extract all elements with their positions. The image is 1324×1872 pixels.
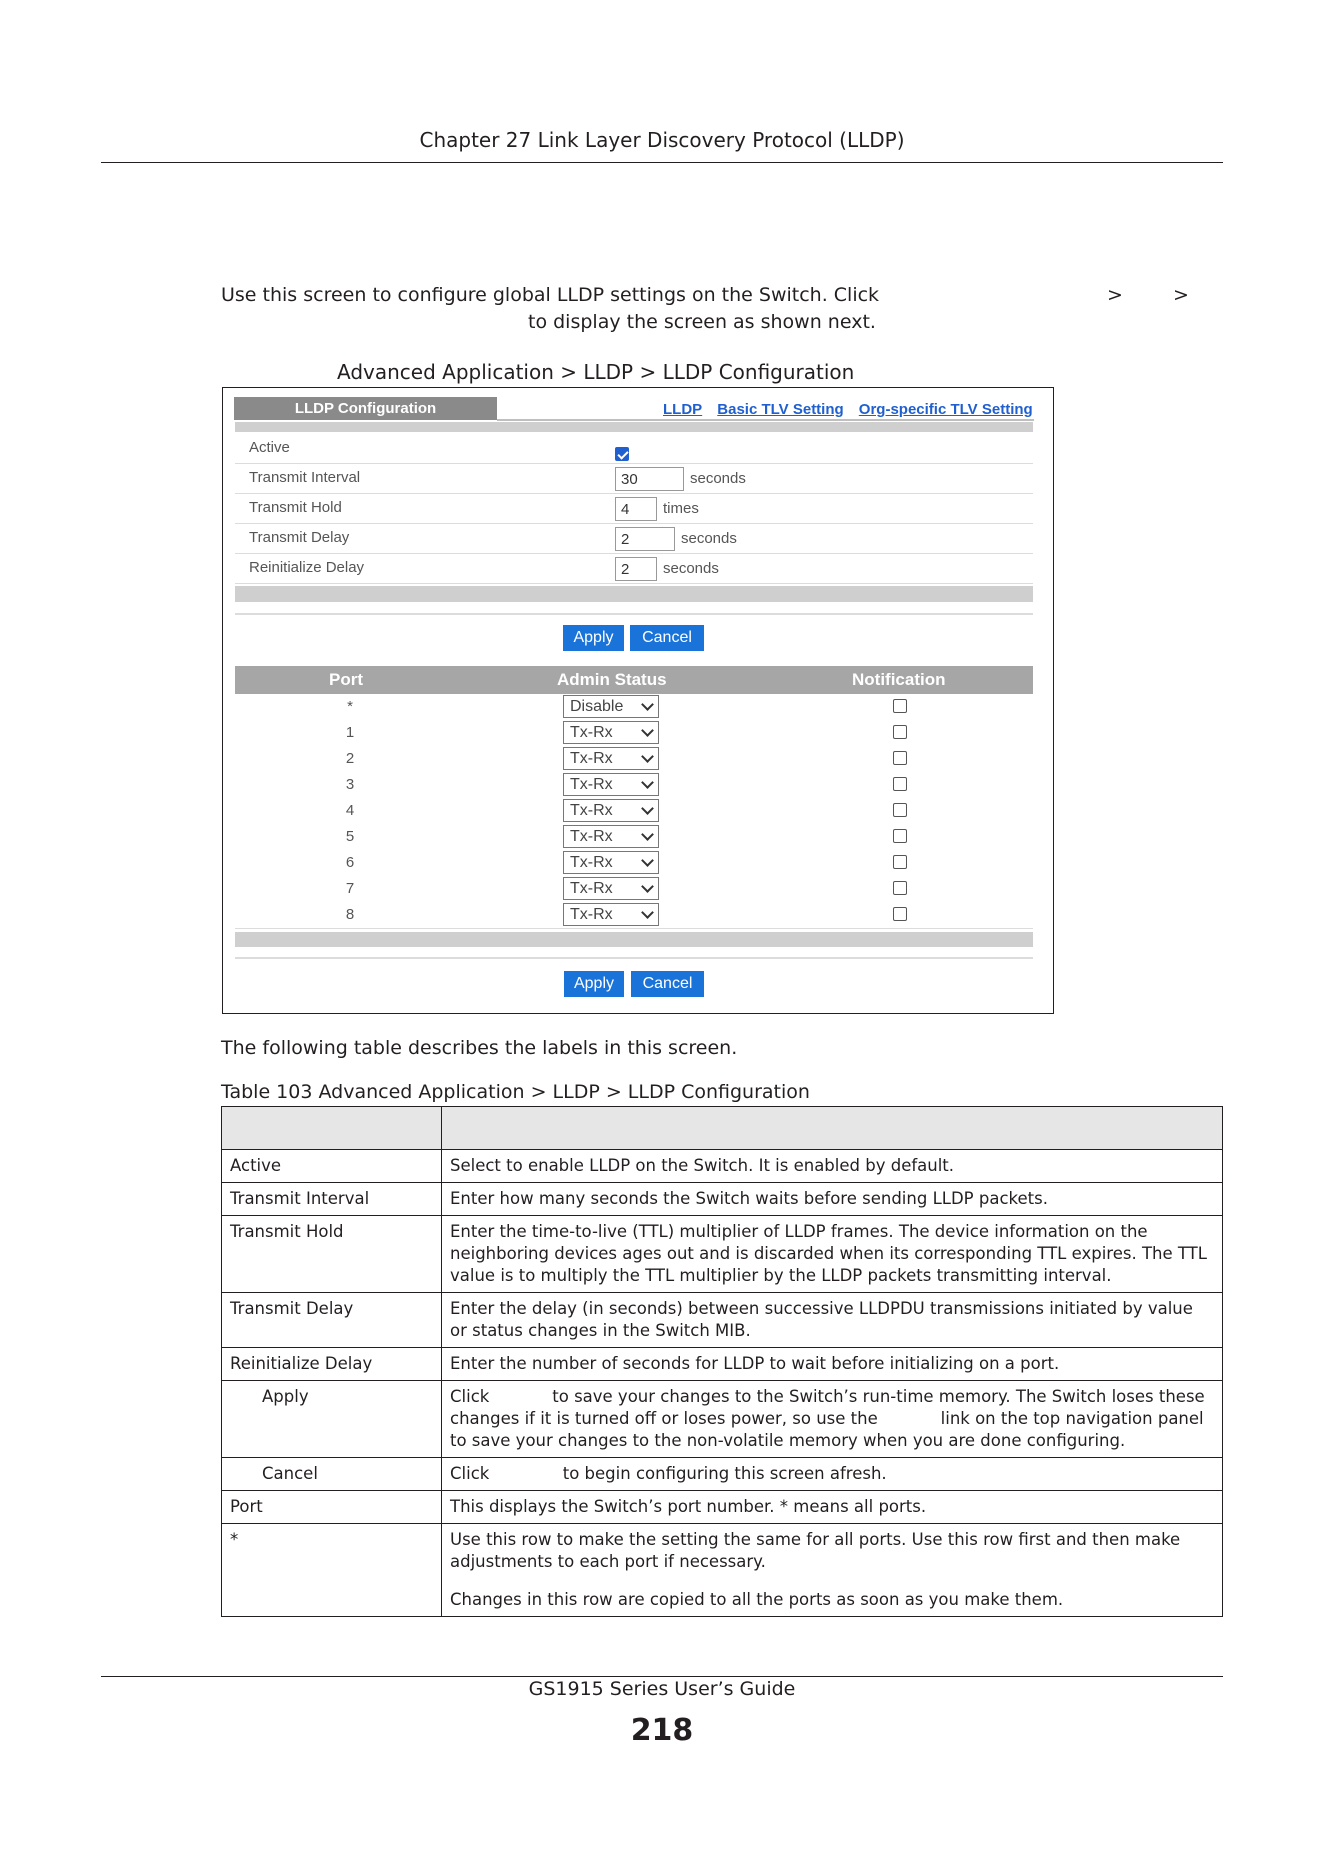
port-number: 4 <box>345 802 355 819</box>
table-row <box>235 746 1033 773</box>
port-number: 3 <box>345 776 355 793</box>
table-row <box>222 1348 1223 1381</box>
chevron-down-icon <box>641 880 654 893</box>
description-cell: Enter the delay (in seconds) between successive LLDPDU transmissions initiated by value or status changes in the Switch MIB. <box>442 1293 1223 1348</box>
label-cell: Reinitialize Delay <box>222 1348 442 1381</box>
notification-checkbox[interactable] <box>893 907 907 921</box>
notification-checkbox[interactable] <box>893 751 907 765</box>
port-number: 8 <box>345 906 355 923</box>
admin-status-select[interactable] <box>563 799 659 822</box>
table-bottom-bar <box>235 932 1033 947</box>
table-header-row <box>222 1107 1223 1150</box>
description-cell: Select to enable LLDP on the Switch. It is enabled by default. <box>442 1150 1223 1183</box>
intro-gt-2: > <box>1173 284 1189 306</box>
label-cell: Active <box>222 1150 442 1183</box>
divider <box>235 957 1033 959</box>
admin-status-select[interactable] <box>563 903 659 926</box>
notification-checkbox[interactable] <box>893 777 907 791</box>
transmit-hold-label: Transmit Hold <box>249 499 342 516</box>
intro-line-1: Use this screen to configure global LLDP settings on the Switch. Click <box>221 284 880 306</box>
link-org-specific-tlv-setting[interactable]: Org-specific TLV Setting <box>858 401 1033 418</box>
port-number: 6 <box>345 854 355 871</box>
transmit-hold-input[interactable]: 4 <box>615 497 657 521</box>
chevron-down-icon <box>641 802 654 815</box>
description-cell: Enter the number of seconds for LLDP to wait before initializing on a port. <box>442 1348 1223 1381</box>
admin-status-value: Tx-Rx <box>570 750 613 767</box>
chevron-down-icon <box>641 698 654 711</box>
table-row <box>222 1381 1223 1458</box>
divider <box>235 613 1033 615</box>
table-row <box>235 772 1033 799</box>
transmit-interval-unit: seconds <box>690 470 746 487</box>
chevron-down-icon <box>641 906 654 919</box>
intro-line-2: to display the screen as shown next. <box>528 311 876 333</box>
header-rule <box>101 162 1223 163</box>
table-row <box>222 1216 1223 1293</box>
admin-status-select[interactable] <box>563 877 659 900</box>
table-row <box>235 902 1033 929</box>
notification-checkbox[interactable] <box>893 803 907 817</box>
description-cell: Enter the time-to-live (TTL) multiplier of LLDP frames. The device information on the neighboring devices ages out and is discarded when its corresponding TTL expires. The TTL value is to multiply the TTL multiplier by the LLDP packets transmitting interval. <box>442 1216 1223 1293</box>
admin-status-value: Tx-Rx <box>570 828 613 845</box>
description-cell: This displays the Switch’s port number. * means all ports. <box>442 1491 1223 1524</box>
admin-status-value: Disable <box>570 698 624 715</box>
port-number: 5 <box>345 828 355 845</box>
table-row <box>222 1524 1223 1617</box>
admin-status-select[interactable] <box>563 851 659 874</box>
label-cell: Apply <box>222 1381 442 1458</box>
apply-button-bottom[interactable]: Apply <box>564 971 624 997</box>
transmit-delay-label: Transmit Delay <box>249 529 350 546</box>
row-active <box>235 434 1033 464</box>
chevron-down-icon <box>641 724 654 737</box>
table-row <box>235 798 1033 825</box>
table-caption: Table 103 Advanced Application > LLDP > LLDP Configuration <box>221 1081 810 1103</box>
transmit-hold-unit: times <box>663 500 699 517</box>
link-lldp[interactable]: LLDP <box>663 401 703 418</box>
page-number: 218 <box>630 1713 694 1748</box>
port-number: 7 <box>345 880 355 897</box>
intro-gt-1: > <box>1107 284 1123 306</box>
description-cell <box>442 1524 1223 1617</box>
header-admin-status: Admin Status <box>557 670 667 689</box>
table-row <box>235 876 1033 903</box>
admin-status-value: Tx-Rx <box>570 854 613 871</box>
row-transmit-delay <box>235 524 1033 554</box>
admin-status-select[interactable] <box>563 773 659 796</box>
admin-status-select[interactable] <box>563 695 659 718</box>
admin-status-value: Tx-Rx <box>570 906 613 923</box>
table-row <box>235 850 1033 877</box>
active-label: Active <box>249 439 290 456</box>
label-cell: Transmit Hold <box>222 1216 442 1293</box>
table-row <box>222 1183 1223 1216</box>
reinitialize-delay-label: Reinitialize Delay <box>249 559 365 576</box>
transmit-interval-input[interactable]: 30 <box>615 467 684 491</box>
header-port: Port <box>329 670 363 689</box>
chevron-down-icon <box>641 750 654 763</box>
description-cell: Click to save your changes to the Switch’s run-time memory. The Switch loses these changes if it is turned off or loses power, so use the link on the top navigation panel to save your changes to the non-volatile memory when you are done configuring. <box>442 1381 1223 1458</box>
guide-title: GS1915 Series User’s Guide <box>528 1678 796 1700</box>
chevron-down-icon <box>641 828 654 841</box>
figure-caption: Advanced Application > LLDP > LLDP Configuration <box>337 360 855 384</box>
port-number: 2 <box>345 750 355 767</box>
table-row <box>235 720 1033 747</box>
table-row <box>235 824 1033 851</box>
row-reinitialize-delay <box>235 554 1033 584</box>
admin-status-value: Tx-Rx <box>570 880 613 897</box>
notification-checkbox[interactable] <box>893 829 907 843</box>
notification-checkbox[interactable] <box>893 881 907 895</box>
nav-links <box>663 399 1033 418</box>
reinitialize-delay-unit: seconds <box>663 560 719 577</box>
chapter-title: Chapter 27 Link Layer Discovery Protocol (LLDP) <box>419 128 905 152</box>
panel-title-underline <box>497 419 1034 421</box>
table-row <box>222 1150 1223 1183</box>
description-paragraph: Use this row to make the setting the same for all ports. Use this row first and then make adjustments to each port if necessary. <box>450 1530 1181 1571</box>
cancel-button-top[interactable]: Cancel <box>630 625 704 651</box>
notification-checkbox[interactable] <box>893 725 907 739</box>
table-row <box>222 1491 1223 1524</box>
notification-checkbox[interactable] <box>893 855 907 869</box>
row-transmit-hold <box>235 494 1033 524</box>
notification-checkbox[interactable] <box>893 699 907 713</box>
label-cell: Transmit Delay <box>222 1293 442 1348</box>
footer-rule <box>101 1676 1223 1677</box>
active-checkbox[interactable] <box>615 447 629 461</box>
admin-status-value: Tx-Rx <box>570 802 613 819</box>
table-intro: The following table describes the labels in this screen. <box>221 1037 738 1059</box>
description-cell: Click to begin configuring this screen afresh. <box>442 1458 1223 1491</box>
admin-status-value: Tx-Rx <box>570 776 613 793</box>
form-bottom-bar <box>235 586 1033 602</box>
row-transmit-interval <box>235 464 1033 494</box>
label-cell: Transmit Interval <box>222 1183 442 1216</box>
label-cell: Cancel <box>222 1458 442 1491</box>
apply-button-top[interactable]: Apply <box>563 625 624 651</box>
description-paragraph: Changes in this row are copied to all the ports as soon as you make them. <box>450 1590 1064 1609</box>
port-table-header <box>235 666 1033 694</box>
description-cell: Enter how many seconds the Switch waits before sending LLDP packets. <box>442 1183 1223 1216</box>
chevron-down-icon <box>641 854 654 867</box>
admin-status-select[interactable] <box>563 721 659 744</box>
transmit-delay-unit: seconds <box>681 530 737 547</box>
reinitialize-delay-input[interactable]: 2 <box>615 557 657 581</box>
port-number: 1 <box>345 724 355 741</box>
transmit-interval-label: Transmit Interval <box>249 469 361 486</box>
table-row <box>222 1293 1223 1348</box>
description-table <box>221 1106 1223 1617</box>
admin-status-select[interactable] <box>563 825 659 848</box>
port-number: * <box>347 698 353 715</box>
header-notification: Notification <box>852 670 946 689</box>
label-cell: * <box>222 1524 442 1617</box>
admin-status-value: Tx-Rx <box>570 724 613 741</box>
panel-title-tab: LLDP Configuration <box>234 397 497 420</box>
chevron-down-icon <box>641 776 654 789</box>
form-top-bar <box>235 422 1033 432</box>
table-row <box>235 694 1033 721</box>
link-basic-tlv-setting[interactable]: Basic TLV Setting <box>717 401 844 418</box>
table-row <box>222 1458 1223 1491</box>
label-cell: Port <box>222 1491 442 1524</box>
admin-status-select[interactable] <box>563 747 659 770</box>
cancel-button-bottom[interactable]: Cancel <box>631 971 704 997</box>
transmit-delay-input[interactable]: 2 <box>615 527 675 551</box>
